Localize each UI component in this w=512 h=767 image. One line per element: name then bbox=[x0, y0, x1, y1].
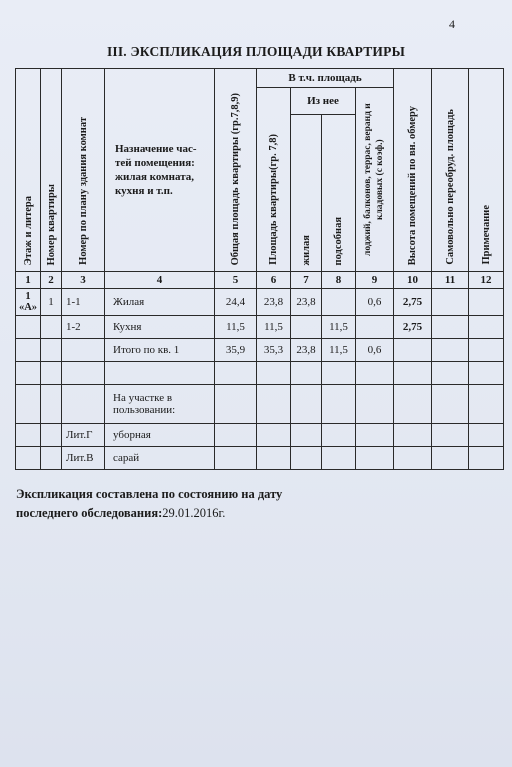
survey-date: 29.01.2016г. bbox=[162, 506, 226, 520]
cell-aux bbox=[322, 385, 356, 424]
header-living: жилая bbox=[291, 115, 322, 272]
cell-height bbox=[394, 362, 432, 385]
cell-purpose bbox=[105, 362, 215, 385]
cell-height: 2,75 bbox=[394, 316, 432, 339]
cell-purpose: сарай bbox=[105, 447, 215, 470]
header-loggia: лоджий, балконов, террас, веранд и кладовых (с коэф.) bbox=[356, 88, 394, 272]
document-title: III. ЭКСПЛИКАЦИЯ ПЛОЩАДИ КВАРТИРЫ bbox=[106, 44, 406, 59]
cell-apt bbox=[41, 424, 62, 447]
col-num: 10 bbox=[394, 272, 432, 289]
cell-aux bbox=[322, 447, 356, 470]
col-num: 8 bbox=[322, 272, 356, 289]
cell-apt: 1 bbox=[41, 289, 62, 316]
header-aux: подсобная bbox=[322, 115, 356, 272]
page-number: 4 bbox=[449, 17, 455, 31]
cell-aux: 11,5 bbox=[322, 316, 356, 339]
cell-height bbox=[394, 385, 432, 424]
cell-total bbox=[215, 362, 257, 385]
cell-aux: 11,5 bbox=[322, 339, 356, 362]
col-num: 7 bbox=[291, 272, 322, 289]
cell-floor bbox=[16, 424, 41, 447]
cell-living bbox=[291, 385, 322, 424]
cell-apt bbox=[41, 385, 62, 424]
col-num: 1 bbox=[16, 272, 41, 289]
cell-floor bbox=[16, 316, 41, 339]
table-row bbox=[16, 385, 504, 424]
cell-apt-area bbox=[257, 385, 291, 424]
col-num: 9 bbox=[356, 272, 394, 289]
col-num: 2 bbox=[41, 272, 62, 289]
cell-total: 11,5 bbox=[215, 316, 257, 339]
cell-living: 23,8 bbox=[291, 339, 322, 362]
header-room-no: Номер по плану здания комнат bbox=[62, 69, 105, 272]
cell-purpose: уборная bbox=[105, 424, 215, 447]
header-self-area: Самовольно переобруд. площадь bbox=[432, 69, 469, 272]
cell-loggia bbox=[356, 447, 394, 470]
col-num: 12 bbox=[469, 272, 504, 289]
cell-living bbox=[291, 424, 322, 447]
cell-loggia: 0,6 bbox=[356, 289, 394, 316]
cell-note bbox=[469, 447, 504, 470]
table-row bbox=[16, 362, 504, 385]
table-body bbox=[16, 289, 504, 470]
cell-self bbox=[432, 339, 469, 362]
cell-apt bbox=[41, 447, 62, 470]
cell-floor bbox=[16, 362, 41, 385]
cell-apt-area: 11,5 bbox=[257, 316, 291, 339]
header-of-which: Из нее bbox=[291, 88, 356, 115]
cell-floor: 1 «А» bbox=[16, 289, 41, 316]
table-row bbox=[16, 447, 504, 470]
cell-height: 2,75 bbox=[394, 289, 432, 316]
cell-purpose: На участке в пользовании: bbox=[105, 385, 215, 424]
cell-height bbox=[394, 339, 432, 362]
header-total: Общая площадь квартиры (гр.7,8,9) bbox=[215, 69, 257, 272]
cell-floor bbox=[16, 447, 41, 470]
cell-room bbox=[62, 339, 105, 362]
header-purpose: Назначение час- тей помещения: жилая комната, кухня и т.п. bbox=[105, 69, 215, 272]
cell-purpose: Кухня bbox=[105, 316, 215, 339]
cell-loggia bbox=[356, 385, 394, 424]
cell-purpose: Жилая bbox=[105, 289, 215, 316]
cell-living bbox=[291, 362, 322, 385]
cell-self bbox=[432, 362, 469, 385]
footer-line1: Экспликация составлена по состоянию на дату bbox=[16, 487, 283, 501]
table-row bbox=[16, 289, 504, 316]
cell-room: Лит.В bbox=[62, 447, 105, 470]
table-row bbox=[16, 424, 504, 447]
cell-apt-area bbox=[257, 424, 291, 447]
cell-total bbox=[215, 385, 257, 424]
cell-loggia bbox=[356, 362, 394, 385]
footer-label: последнего обследования: bbox=[16, 506, 163, 520]
header-incl: В т.ч. площадь bbox=[257, 69, 394, 88]
cell-total: 24,4 bbox=[215, 289, 257, 316]
header-apt: Номер квартиры bbox=[41, 69, 62, 272]
cell-purpose: Итого по кв. 1 bbox=[105, 339, 215, 362]
cell-self bbox=[432, 316, 469, 339]
cell-total: 35,9 bbox=[215, 339, 257, 362]
cell-note bbox=[469, 362, 504, 385]
col-num: 11 bbox=[432, 272, 469, 289]
table-row bbox=[16, 339, 504, 362]
cell-apt-area bbox=[257, 447, 291, 470]
cell-floor bbox=[16, 385, 41, 424]
cell-self bbox=[432, 447, 469, 470]
area-explication-table bbox=[15, 68, 504, 470]
cell-room bbox=[62, 385, 105, 424]
cell-room: 1-1 bbox=[62, 289, 105, 316]
cell-total bbox=[215, 424, 257, 447]
cell-loggia bbox=[356, 424, 394, 447]
cell-height bbox=[394, 424, 432, 447]
col-num: 5 bbox=[215, 272, 257, 289]
cell-note bbox=[469, 289, 504, 316]
cell-total bbox=[215, 447, 257, 470]
cell-living bbox=[291, 447, 322, 470]
cell-floor bbox=[16, 339, 41, 362]
cell-self bbox=[432, 289, 469, 316]
cell-apt bbox=[41, 339, 62, 362]
table-row bbox=[16, 316, 504, 339]
cell-room: 1-2 bbox=[62, 316, 105, 339]
cell-note bbox=[469, 424, 504, 447]
cell-self bbox=[432, 424, 469, 447]
column-numbers-row bbox=[16, 272, 504, 289]
cell-living bbox=[291, 316, 322, 339]
cell-living: 23,8 bbox=[291, 289, 322, 316]
cell-note bbox=[469, 385, 504, 424]
cell-note bbox=[469, 316, 504, 339]
cell-aux bbox=[322, 362, 356, 385]
header-apt-area: Площадь квартиры(гр. 7,8) bbox=[257, 88, 291, 272]
footer-note bbox=[16, 485, 282, 523]
cell-apt-area bbox=[257, 362, 291, 385]
cell-note bbox=[469, 339, 504, 362]
cell-room bbox=[62, 362, 105, 385]
col-num: 3 bbox=[62, 272, 105, 289]
cell-apt bbox=[41, 316, 62, 339]
cell-self bbox=[432, 385, 469, 424]
header-note: Примечание bbox=[469, 69, 504, 272]
cell-loggia: 0,6 bbox=[356, 339, 394, 362]
cell-apt-area: 23,8 bbox=[257, 289, 291, 316]
cell-height bbox=[394, 447, 432, 470]
cell-room: Лит.Г bbox=[62, 424, 105, 447]
col-num: 4 bbox=[105, 272, 215, 289]
header-floor: Этаж и литера bbox=[16, 69, 41, 272]
cell-aux bbox=[322, 424, 356, 447]
cell-apt-area: 35,3 bbox=[257, 339, 291, 362]
col-num: 6 bbox=[257, 272, 291, 289]
header-height: Высота помещений по вн. обмеру bbox=[394, 69, 432, 272]
cell-loggia bbox=[356, 316, 394, 339]
cell-aux bbox=[322, 289, 356, 316]
cell-apt bbox=[41, 362, 62, 385]
